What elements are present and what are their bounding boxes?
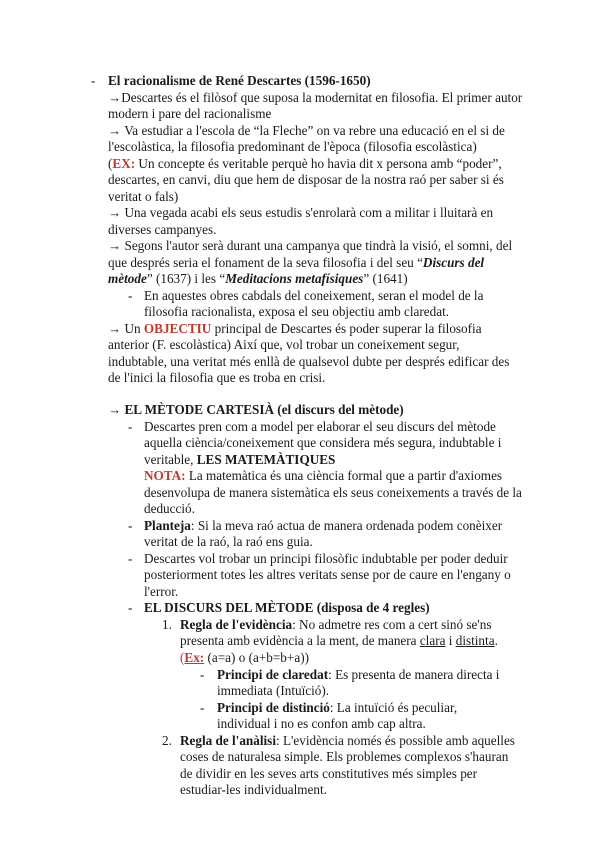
paragraph-line: veritat o fals) [108, 189, 179, 204]
paragraph-line: descartes, en canvi, diu que hem de disposar de la nostra raó per saber si és [108, 172, 504, 187]
paragraph-line: immediata (Intuïció). [217, 683, 330, 698]
paragraph-line: diverses campanyes. [108, 222, 217, 237]
subsection-title: EL DISCURS DEL MÈTODE (disposa de 4 regles) [144, 600, 430, 615]
paragraph-line: indubtable, una veritat més enllà de qualsevol dubte per després edificar des [108, 354, 510, 369]
paragraph-line: l'escolàstica, la filosofia predominant de l'època (filosofia escolàstica) [108, 139, 477, 154]
paragraph-line: Regla de l'evidència: No admetre res com a cert sinó se'ns [180, 617, 492, 632]
paragraph-line: veritable, LES MATEMÀTIQUES [144, 452, 336, 467]
list-dash: - [128, 551, 133, 566]
work-title: Meditacions metafísiques [225, 271, 364, 286]
section-title: → EL MÈTODE CARTESIÀ (el discurs del mètode) [108, 402, 404, 417]
paragraph-line: → Una vegada acabi els seus estudis s'enrolarà com a militar i lluitarà en [108, 205, 494, 220]
paragraph-line: (Ex: (a=a) o (a+b=b+a)) [180, 650, 309, 665]
paragraph-line: → Un OBJECTIU principal de Descartes és poder superar la filosofia [108, 321, 482, 336]
paragraph-line: l'error. [144, 584, 179, 599]
paragraph-line: aquella ciència/coneixement que considera més segura, indubtable i [144, 435, 502, 450]
paragraph-line: modern i pare del racionalisme [108, 106, 272, 121]
paragraph-line: deducció. [144, 501, 195, 516]
paragraph-line: anterior (F. escolàstica) Així que, vol trobar un coneixement segur, [108, 337, 460, 352]
paragraph-line: Principi de claredat: Es presenta de manera directa i [217, 667, 500, 682]
paragraph-line: → Va estudiar a l'escola de “la Fleche” on va rebre una educació en el si de [108, 123, 505, 138]
example-label: Ex: [184, 650, 205, 665]
paragraph-line: → Segons l'autor serà durant una campanya que tindrà la visió, el somni, del [108, 238, 513, 253]
paragraph-line: →Descartes és el filòsof que suposa la modernitat en filosofia. El primer autor [108, 90, 523, 105]
list-dash: - [128, 600, 133, 615]
list-number: 2. [162, 733, 172, 748]
paragraph-line: veritat de la raó, la raó ens guia. [144, 534, 313, 549]
example-label: EX: [112, 156, 136, 171]
list-dash: - [128, 288, 133, 303]
work-title: Discurs del [422, 255, 485, 270]
paragraph-line: posteriorment totes les altres veritats sense por de caure en l'engany o [144, 567, 511, 582]
paragraph-line: (EX: Un concepte és veritable perquè ho havia dit x persona amb “poder”, [108, 156, 502, 171]
list-dash: - [200, 700, 205, 715]
paragraph-line: Planteja: Si la meva raó actua de manera ordenada podem conèixer [144, 518, 503, 533]
objective-label: OBJECTIU [143, 321, 212, 336]
paragraph-line: Principi de distinció: La intuïció és peculiar, [217, 700, 458, 715]
paragraph-line: NOTA: La matemàtica és una ciència formal que a partir d'axiomes [144, 468, 503, 483]
paragraph-line: En aquestes obres cabdals del coneixement, seran el model de la [144, 288, 484, 303]
paragraph-line: presenta amb evidència a la ment, de manera clara i distinta. [180, 633, 498, 648]
paragraph-line: de dividir en les seves arts constitutives més simples per [180, 766, 478, 781]
paragraph-line: filosofia racionalista, exposa el seu objectiu amb claredat. [144, 304, 450, 319]
paragraph-line: mètode” (1637) i les “Meditacions metafísiques” (1641) [108, 271, 408, 286]
paragraph-line: de l'inici la filosofia que es troba en crisi. [108, 370, 326, 385]
list-dash: - [128, 518, 133, 533]
note-label: NOTA: [144, 468, 186, 483]
paragraph-line: Descartes pren com a model per elaborar el seu discurs del mètode [144, 419, 496, 434]
paragraph-line: Regla de l'anàlisi: L'evidència només és possible amb aquelles [180, 733, 515, 748]
rule-title: Regla de l'anàlisi [180, 733, 276, 748]
list-dash: - [91, 73, 96, 88]
rule-title: Regla de l'evidència [180, 617, 293, 632]
list-dash: - [200, 667, 205, 682]
heading: El racionalisme de René Descartes (1596-1650) [108, 73, 371, 88]
paragraph-line: desenvolupa de manera sistemàtica els seus coneixements a través de la [144, 485, 522, 500]
paragraph-line: coses de naturalesa simple. Els problemes complexos s'hauran [180, 749, 509, 764]
list-dash: - [128, 419, 133, 434]
paragraph-line: Descartes vol trobar un principi filosòfic indubtable per poder deduir [144, 551, 508, 566]
paragraph-line: que després seria el fonament de la seva filosofia i del seu “Discurs del [108, 255, 485, 270]
list-number: 1. [162, 617, 172, 632]
paragraph-line: estudiar-les individualment. [180, 782, 327, 797]
paragraph-line: individual i no es confon amb cap altra. [217, 716, 426, 731]
